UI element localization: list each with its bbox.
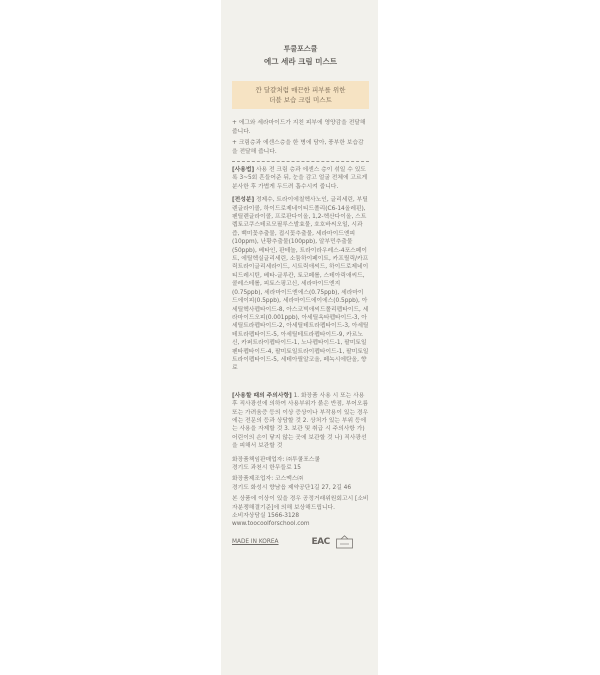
- caution-label: [사용할 때의 주의사항]: [232, 392, 292, 399]
- feature-bullet: + 크림층과 에센스층을 한 병에 담아, 풍부한 보습감을 전달해 줍니다.: [232, 140, 364, 155]
- caution-section: [232, 392, 369, 451]
- tagline-box: [232, 81, 369, 109]
- usage-section: [232, 166, 369, 191]
- usage-text: 사용 전 크림 층과 에센스 층이 섞일 수 있도록 3~5회 흔들어준 뒤, 눈을 감고 얼굴 전체에 고르게 분사한 후 가볍게 두드려 흡수시켜 줍니다.: [232, 167, 368, 190]
- product-name: 에그 세라 크림 미스트: [263, 57, 338, 66]
- distributor-info: [232, 456, 369, 473]
- dashed-divider: [232, 161, 369, 162]
- ingredients-section: [232, 196, 369, 373]
- consumer-notice: [232, 495, 369, 529]
- consumer-phone: 소비자상담실 1566-3128: [232, 513, 300, 520]
- tagline-line-2: 더블 보습 크림 미스트: [269, 96, 332, 104]
- notice-text: 본 상품에 이상이 있을 경우 공정거래위원회고시 [소비자분쟁해결기준]에 의해 보상해드립니다.: [232, 496, 369, 511]
- distributor-address: 경기도 과천시 한무들로 15: [232, 465, 301, 471]
- recycle-icon: [336, 535, 353, 549]
- made-in-label: MADE IN KOREA: [232, 538, 279, 545]
- tagline-line-1: 깐 달걀처럼 매끈한 피부를 위한: [255, 86, 346, 94]
- brand-name: 투쿨포스쿨: [283, 45, 318, 53]
- feature-bullet: + 에그와 세라마이드가 지친 피부에 영양감을 전달해 줍니다.: [232, 120, 366, 135]
- manufacturer-address: 경기도 화성시 향남읍 제약공단1길 27, 2길 46: [232, 484, 352, 491]
- label-content: [232, 44, 369, 549]
- distributor-line: 화장품책임판매업자: ㈜투쿨포스쿨: [232, 456, 320, 463]
- caution-text: 1. 화장품 사용 시 또는 사용 후 직사광선에 의하여 사용부위가 붉은 반점, 부어오름 또는 가려움증 등의 이상 증상이나 부작용이 있는 경우에는 전문의 등과 상담할 것 2. 상처가 있는 부위 등에는 사용을 자제할 것 3. 보관 및 취급 시 주의사항 가)어린이의 손이 닿지 않는 곳에 보관할 것 나) 직사광선을 피해서 보관할 것: [232, 392, 369, 450]
- ingredients-text: 정제수, 트라이에칠헥사노인, 글리세린, 부틸렌글라이콜, 하이드로제네이티드폴리(C6-14올레핀), 펜틸렌글라이콜, 프로판다이올, 1,2-헥산다이올, 스트렙토코쿠스테르모필루스발효물, 호호바씨오일, 시과즙, 백미꽃추출물, 접시꽃추출물, 세라마이드엔피(10ppm), 난황추출물(100ppb), 알부민추출물(50ppb), 베타인, 판테놀, 트라이라우레스-4포스페이트, 에틸헥실글리세린, 소듐하이페이트, 카프릴릭/카프릭트라이글리세라이드, 시트릭애씨드, 하이드로제네이티드레시틴, 베타-글루칸, 토코페롤, 스테아릭애씨드, 콜레스테롤, 피토스핑고신, 세라마이드엔지(0.75ppb), 세라마이드엔에스(0.75ppb), 세라마이드에이피(0.5ppb), 세라마이드에이에스(0.5ppb), 아세틸헥사펩타이드-8, 아스코빅애씨드폴리펩타이드, 세라마이드오피(0.001ppb), 아세틸옥타펩타이드-3, 아세틸트라펩타이드-2, 아세틸테트라펩타이드-3, 아세틸테트라펩타이드-5, 아세틸테트라펩타이드-9, 카르노신, 카퍼트라이펩타이드-1, 노나펩타이드-1, 팔미토일펜타펩타이드-4, 팔미토일트라이펩타이드-1, 팔미토일트라이펩타이드-5, 세테아릴알코올, 페녹시에탄올, 향료: [232, 197, 369, 372]
- manufacturer-line: 화장품제조업자: 코스맥스㈜: [232, 476, 304, 483]
- website-url: www.toocoolforschool.com: [232, 521, 310, 528]
- feature-bullets: [232, 119, 369, 157]
- footer-row: [232, 535, 369, 549]
- usage-label: [사용법]: [232, 167, 255, 173]
- ingredients-label: [전성분]: [232, 197, 255, 204]
- manufacturer-info: [232, 475, 369, 492]
- eac-certification-mark: EAC: [311, 536, 330, 547]
